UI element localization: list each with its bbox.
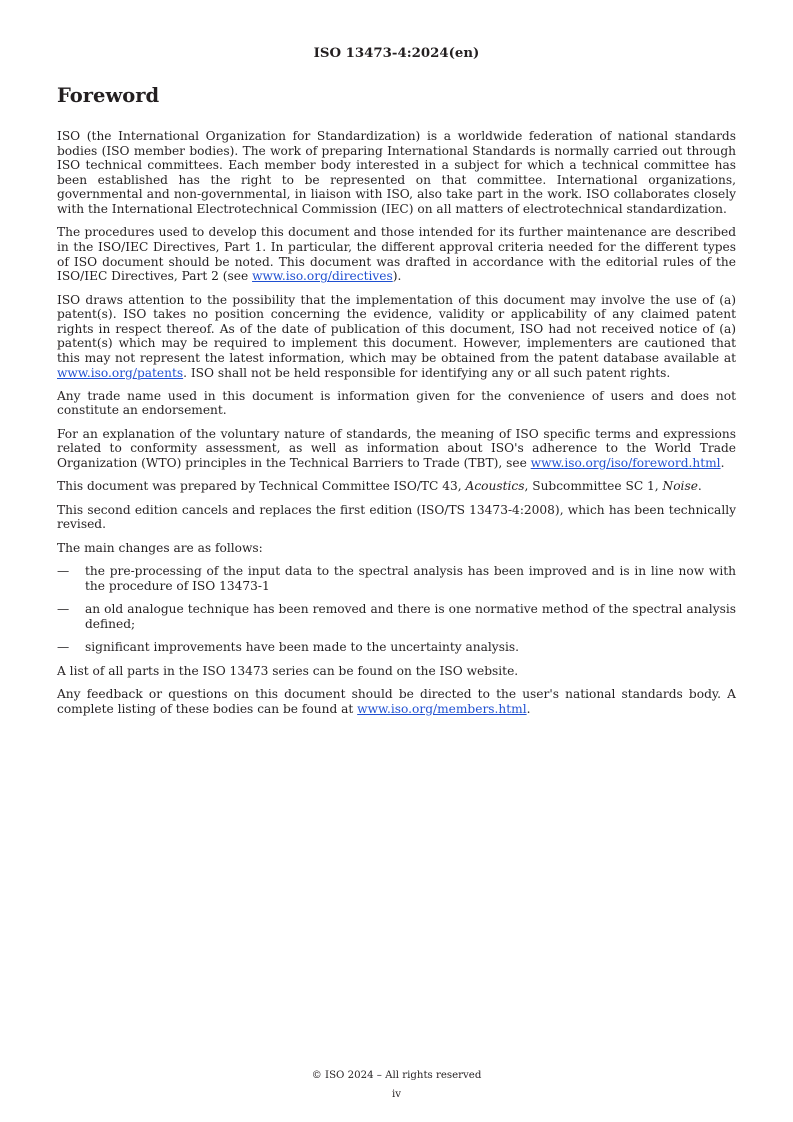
foreword-body [57, 129, 736, 725]
list-item-text: significant improvements have been made to the uncertainty analysis. [85, 640, 519, 655]
paragraph-text: For an explanation of the voluntary nature of standards, the meaning of ISO specific terms and expressions related to conformity assessment, as well as information about ISO's adherence to the World Trade Organization (WTO) principles in the Technical Barriers to Trade (TBT), see [57, 426, 736, 471]
paragraph-main-changes-intro: The main changes are as follows: [57, 540, 263, 555]
paragraph-text: , Subcommittee SC 1, [524, 479, 663, 494]
document-header: ISO 13473-4:2024(en) [313, 46, 480, 61]
paragraph-trade-name: Any trade name used in this document is information given for the convenience of users and does not constitute an endorsement. [57, 388, 736, 418]
paragraph-committee [57, 479, 736, 494]
page-footer [0, 1066, 793, 1104]
paragraph-text: . [697, 479, 702, 494]
patents-link[interactable]: www.iso.org/patents [57, 365, 184, 380]
paragraph-iso-intro: ISO (the International Organization for Standardization) is a worldwide federation of national standards bodies (ISO member bodies). The work of preparing International Standards is normally carried out through ISO technical committees. Each member body interested in a subject for which a technical committee has been established has the right to be represented on that committee. International organizations, governmental and non-governmental, in liaison with ISO, also take part in the work. ISO collaborates closely with the International Electrotechnical Commission (IEC) on all matters of electrotechnical standardization. [57, 129, 736, 216]
list-item-text: an old analogue technique has been removed and there is one normative method of the spectral analysis defined; [85, 602, 736, 631]
paragraph-patents [57, 293, 736, 381]
paragraph-voluntary-nature [57, 427, 736, 471]
paragraph-text: ISO draws attention to the possibility that the implementation of this document may involve the use of (a) patent(s). ISO takes no position concerning the evidence, validity or applicability of any claimed patent rights in respect thereof. As of the date of publication of this document, ISO had not received notice of (a) patent(s) which may be required to implement this document. However, implementers are cautioned that this may not represent the latest information, which may be obtained from the patent database available at [57, 292, 736, 365]
paragraph-feedback [57, 687, 736, 716]
paragraph-edition: This second edition cancels and replaces the first edition (ISO/TS 13473-4:2008), which has been technically revised. [57, 502, 736, 532]
page-number: iv [391, 1089, 401, 1100]
paragraph-text: . [720, 456, 725, 471]
list-item-text: the pre-processing of the input data to the spectral analysis has been improved and is in line now with the procedure of ISO 13473-1 [85, 564, 736, 593]
paragraph-text: This document was prepared by Technical Committee ISO/TC 43, [57, 479, 466, 494]
members-link[interactable]: www.iso.org/members.html [357, 701, 527, 716]
committee-title: Acoustics [465, 479, 525, 494]
foreword-link[interactable]: www.iso.org/iso/foreword.html [530, 456, 721, 471]
list-item [57, 602, 736, 631]
list-dash: — [57, 564, 70, 579]
page-title: Foreword [57, 84, 160, 107]
paragraph-text: ). [392, 269, 402, 284]
subcommittee-title: Noise [662, 479, 698, 494]
paragraph-text: Any feedback or questions on this document should be directed to the user's national standards body. A complete listing of these bodies can be found at [57, 686, 736, 716]
paragraph-procedures [57, 225, 736, 283]
paragraph-series-list: A list of all parts in the ISO 13473 series can be found on the ISO website. [57, 663, 519, 678]
paragraph-text: . [526, 701, 531, 716]
list-item [57, 640, 736, 655]
list-item [57, 564, 736, 593]
list-dash: — [57, 602, 70, 617]
list-dash: — [57, 640, 70, 655]
copyright-notice: © ISO 2024 – All rights reserved [311, 1070, 482, 1081]
directives-link[interactable]: www.iso.org/directives [252, 269, 393, 284]
paragraph-text: The procedures used to develop this document and those intended for its further maintenance are described in the ISO/IEC Directives, Part 1. In particular, the different approval criteria needed for the different types of ISO document should be noted. This document was drafted in accordance with the editorial rules of the ISO/IEC Directives, Part 2 (see [57, 225, 736, 284]
paragraph-text: . ISO shall not be held responsible for identifying any or all such patent rights. [183, 365, 671, 380]
